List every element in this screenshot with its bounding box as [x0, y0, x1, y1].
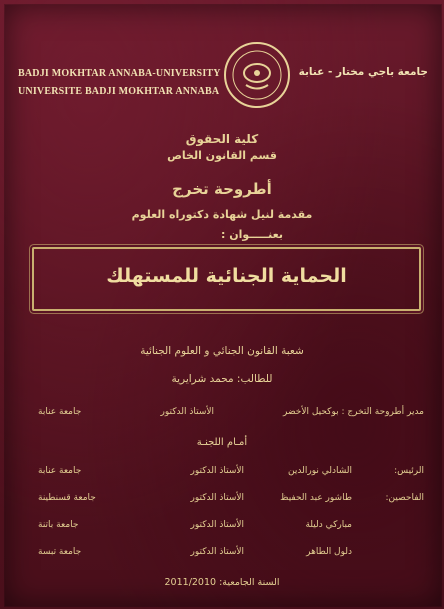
university-name-fr: UNIVERSITE BADJI MOKHTAR ANNABA [18, 86, 220, 97]
supervisor-rank: الأستاذ الدكتور [160, 407, 214, 417]
university-name-en: BADJI MOKHTAR ANNABA-UNIVERSITY [18, 68, 221, 79]
committee-role: الفاحصين: [385, 493, 424, 503]
thesis-label: أطروحة تخرج [172, 180, 272, 198]
committee-member-rank: الأستاذ الدكتور [190, 547, 244, 557]
committee-title: أمـام اللجنـة [196, 437, 248, 448]
department-name: قسم القانون الخاص [167, 149, 277, 162]
university-logo [222, 40, 292, 110]
supervisor-label: مدير أطروحة التخرج : بوكحيل الأخضر [282, 407, 424, 417]
academic-year: السنة الجامعية: 2011/2010 [164, 577, 280, 588]
student-name: للطالب: محمد شرايرية [171, 373, 273, 385]
degree-text: مقدمة لنيل شهادة دكتوراه العلوم [131, 208, 313, 221]
committee-member-rank: الأستاذ الدكتور [190, 466, 244, 476]
specialty-text: شعبة القانون الجنائي و العلوم الجنائية [140, 345, 304, 357]
title-frame [32, 247, 421, 311]
committee-member-rank: الأستاذ الدكتور [190, 493, 244, 503]
title-label: بعنـــــوان : [221, 228, 283, 241]
committee-member-university: جامعة قسنطينة [38, 493, 96, 503]
committee-member-name: الشادلي نورالدين [288, 466, 352, 476]
university-name-ar: جامعة باجي مختار - عنابة [298, 66, 428, 78]
committee-member-name: دلول الطاهر [306, 547, 352, 557]
committee-member-name: مباركي دليلة [305, 520, 352, 530]
committee-member-rank: الأستاذ الدكتور [190, 520, 244, 530]
faculty-name: كلية الحقوق [185, 132, 259, 146]
supervisor-university: جامعة عنابة [38, 407, 82, 417]
committee-member-university: جامعة باتنة [38, 520, 79, 530]
committee-member-name: طاشور عبد الحفيظ [280, 493, 352, 503]
committee-member-university: جامعة عنابة [38, 466, 82, 476]
committee-role: الرئيس: [394, 466, 424, 476]
committee-member-university: جامعة تبسة [38, 547, 82, 557]
thesis-title: الحماية الجنائية للمستهلك [106, 265, 347, 287]
